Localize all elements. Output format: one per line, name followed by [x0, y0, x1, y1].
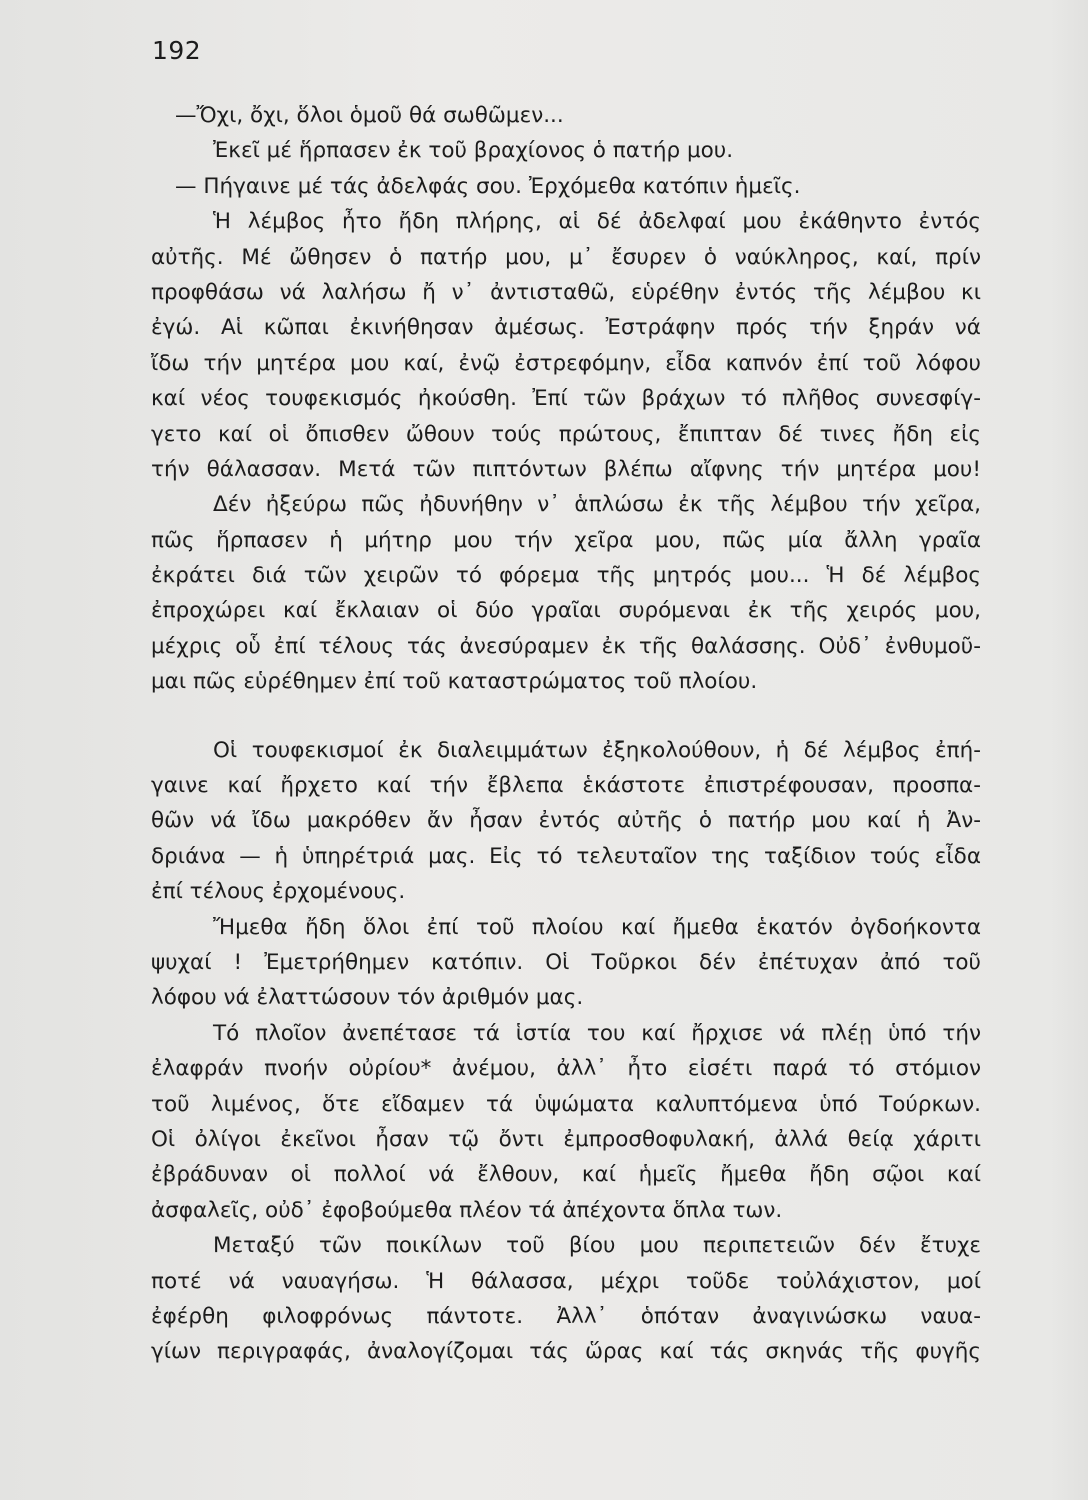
text-line: ἐλαφράν πνοήν οὐρίου* ἀνέμου, ἀλλ᾽ ἦτο εἰσέτι παρά τό στόμιον	[151, 1056, 981, 1082]
text-line: Οἱ τουφεκισμοί ἐκ διαλειμμάτων ἐξηκολούθουν, ἡ δέ λέμβος ἐπή-	[213, 737, 981, 763]
text-line: γαινε καί ἤρχετο καί τήν ἔβλεπα ἑκάστοτε ἐπιστρέφουσαν, προσπα-	[151, 773, 981, 799]
text-line: Ἐκεῖ μέ ἥρπασεν ἐκ τοῦ βραχίονος ὁ πατήρ μου.	[213, 138, 734, 164]
text-line: ψυχαί ! Ἐμετρήθημεν κατόπιν. Οἱ Τοῦρκοι δέν ἐπέτυχαν ἀπό τοῦ	[151, 949, 981, 975]
text-line: δριάνα — ἡ ὑπηρέτριά μας. Εἰς τό τελευταῖον της ταξίδιον τούς εἶδα	[151, 843, 981, 869]
text-line: Μεταξύ τῶν ποικίλων τοῦ βίου μου περιπετειῶν δέν ἔτυχε	[213, 1233, 981, 1259]
text-line: γίων περιγραφάς, ἀναλογίζομαι τάς ὥρας καί τάς σκηνάς τῆς φυγῆς	[151, 1339, 981, 1365]
text-line: Τό πλοῖον ἀνεπέτασε τά ἱστία του καί ἤρχισε νά πλέῃ ὑπό τήν	[213, 1020, 981, 1046]
text-line: τοῦ λιμένος, ὅτε εἴδαμεν τά ὑψώματα καλυπτόμενα ὑπό Τούρκων.	[151, 1091, 981, 1117]
text-line: ἐβράδυναν οἱ πολλοί νά ἔλθουν, καί ἡμεῖς ἤμεθα ἤδη σῷοι καί	[151, 1162, 981, 1188]
text-line: —Ὄχι, ὄχι, ὅλοι ὁμοῦ θά σωθῶμεν...	[175, 103, 564, 128]
text-line: θῶν νά ἴδω μακρόθεν ἄν ἦσαν ἐντός αὐτῆς ὁ πατήρ μου καί ἡ Ἀν-	[151, 808, 981, 834]
page-edge-shadow	[1048, 0, 1088, 1500]
text-line: ἀσφαλεῖς, οὐδ᾽ ἐφοβούμεθα πλέον τά ἀπέχοντα ὅπλα των.	[151, 1197, 783, 1223]
body-text	[151, 98, 981, 1370]
text-line: Ἡ λέμβος ἦτο ἤδη πλήρης, αἱ δέ ἀδελφαί μου ἐκάθηντο ἐντός	[213, 209, 981, 235]
text-line: τήν θάλασσαν. Μετά τῶν πιπτόντων βλέπω αἴφνης τήν μητέρα μου!	[151, 456, 981, 482]
text-line: ἐγώ. Αἱ κῶπαι ἐκινήθησαν ἀμέσως. Ἐστράφην πρός τήν ξηράν νά	[151, 315, 981, 341]
text-line: Ἤμεθα ἤδη ὅλοι ἐπί τοῦ πλοίου καί ἤμεθα ἑκατόν ὀγδοήκοντα	[213, 914, 981, 940]
text-line: αὐτῆς. Μέ ὤθησεν ὁ πατήρ μου, μ᾽ ἔσυρεν ὁ ναύκληρος, καί, πρίν	[151, 244, 981, 270]
text-line: προφθάσω νά λαλήσω ἤ ν᾽ ἀντισταθῶ, εὑρέθην ἐντός τῆς λέμβου κι	[151, 279, 981, 305]
text-line: ἐπί τέλους ἐρχομένους.	[151, 879, 406, 905]
section-gap	[151, 700, 981, 733]
text-line: πῶς ἥρπασεν ἡ μήτηρ μου τήν χεῖρα μου, πῶς μία ἄλλη γραῖα	[151, 527, 981, 553]
text-line: ἴδω τήν μητέρα μου καί, ἐνῷ ἐστρεφόμην, εἶδα καπνόν ἐπί τοῦ λόφου	[151, 350, 981, 376]
text-line: μέχρις οὗ ἐπί τέλους τάς ἀνεσύραμεν ἐκ τῆς θαλάσσης. Οὐδ᾽ ἐνθυμοῦ-	[151, 633, 981, 659]
text-line: γετο καί οἱ ὄπισθεν ὤθουν τούς πρώτους, ἔπιπταν δέ τινες ἤδη εἰς	[151, 421, 981, 447]
text-line: λόφου νά ἐλαττώσουν τόν ἀριθμόν μας.	[151, 985, 584, 1011]
text-line: καί νέος τουφεκισμός ἠκούσθη. Ἐπί τῶν βράχων τό πλῆθος συνεσφίγ-	[151, 386, 981, 412]
text-line: Οἱ ὀλίγοι ἐκεῖνοι ἦσαν τῷ ὄντι ἐμπροσθοφυλακή, ἀλλά θείᾳ χάριτι	[151, 1126, 981, 1152]
text-line: μαι πῶς εὑρέθημεν ἐπί τοῦ καταστρώματος τοῦ πλοίου.	[151, 669, 758, 695]
text-line: ἐπροχώρει καί ἔκλαιαν οἱ δύο γραῖαι συρόμεναι ἐκ τῆς χειρός μου,	[151, 598, 981, 624]
text-line: ποτέ νά ναυαγήσω. Ἡ θάλασσα, μέχρι τοῦδε τοὐλάχιστον, μοί	[151, 1268, 981, 1294]
text-line: ἐκράτει διά τῶν χειρῶν τό φόρεμα τῆς μητρός μου... Ἡ δέ λέμβος	[151, 563, 981, 589]
text-line: ἐφέρθη φιλοφρόνως πάντοτε. Ἀλλ᾽ ὁπόταν ἀναγινώσκω ναυα-	[151, 1303, 981, 1329]
page-number: 192	[152, 36, 202, 65]
text-line: Δέν ἠξεύρω πῶς ἠδυνήθην ν᾽ ἁπλώσω ἐκ τῆς λέμβου τήν χεῖρα,	[213, 492, 981, 518]
text-line: — Πήγαινε μέ τάς ἀδελφάς σου. Ἐρχόμεθα κατόπιν ἡμεῖς.	[175, 173, 801, 199]
